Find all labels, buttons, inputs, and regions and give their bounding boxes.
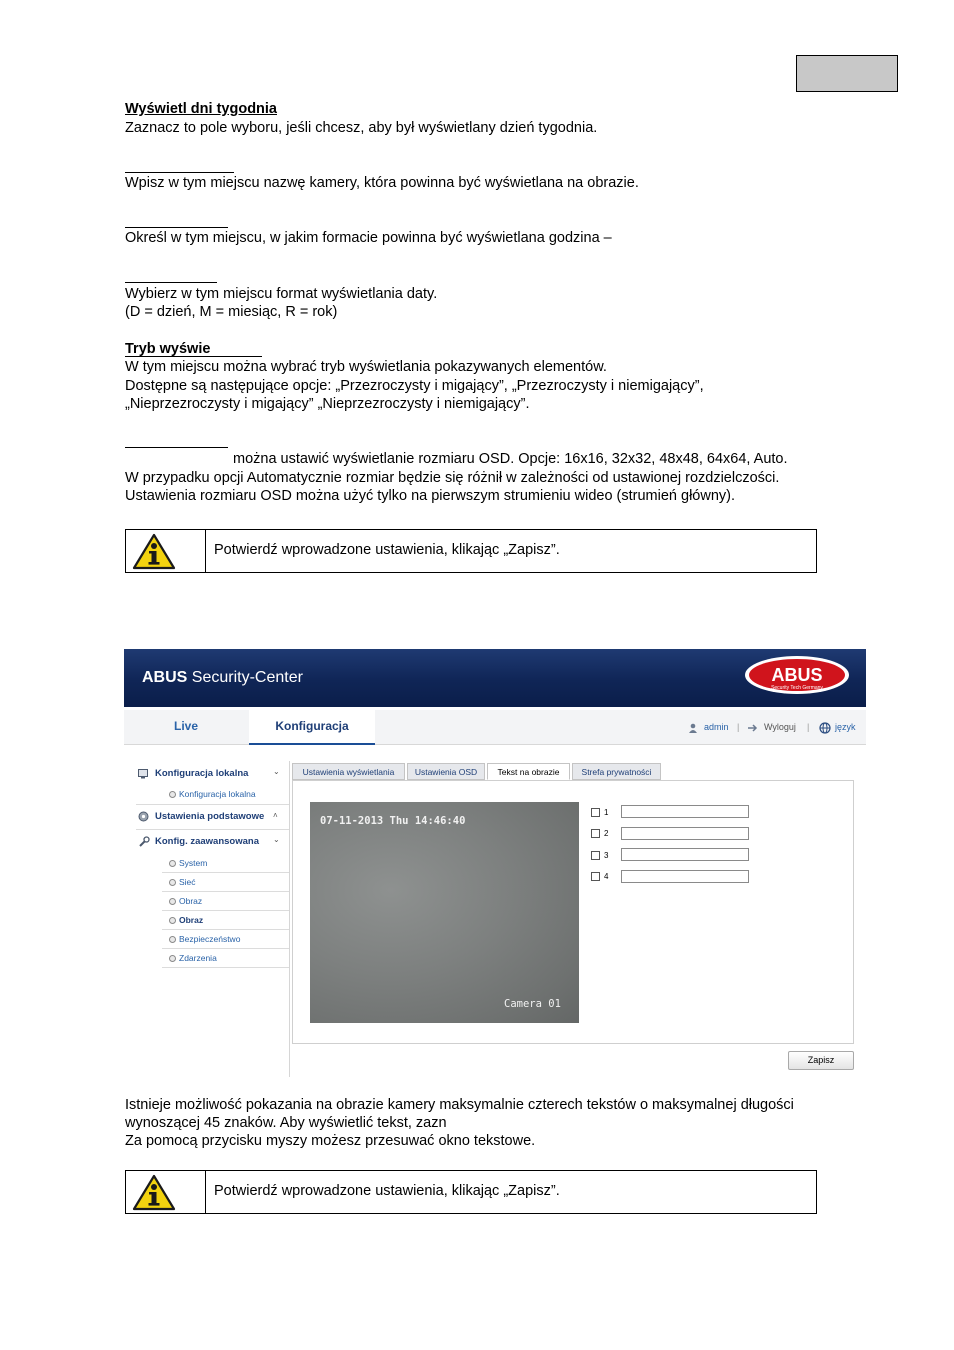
overlay-text-input-4[interactable] xyxy=(621,870,749,883)
user-icon xyxy=(688,723,698,733)
sidebar-item-local-config[interactable]: Konfiguracja lokalna xyxy=(179,789,256,799)
overlay-text-input-3[interactable] xyxy=(621,848,749,861)
text-row-checkbox[interactable] xyxy=(591,851,600,860)
weekday-heading: Wyświetl dni tygodnia xyxy=(125,101,277,117)
text-row-checkbox[interactable] xyxy=(591,872,600,881)
sidebar-basic-settings[interactable]: Ustawienia podstawowe xyxy=(155,811,265,822)
chevron-down-icon: ⌄ xyxy=(273,767,280,776)
svg-text:Security Tech Germany: Security Tech Germany xyxy=(771,685,823,691)
date-format-legend: (D = dzień, M = miesiąc, R = rok) xyxy=(125,304,338,320)
logout-icon xyxy=(748,724,761,732)
wrench-icon xyxy=(138,836,150,848)
camera-name-text: Wpisz w tym miejscu nazwę kamery, która powinna być wyświetlana na obrazie. xyxy=(125,175,639,191)
sidebar-advanced-config[interactable]: Konfig. zaawansowana xyxy=(155,836,259,847)
note-text: Potwierdź wprowadzone ustawienia, klikając „Zapisz”. xyxy=(214,542,560,558)
bottom-text-3: Za pomocą przycisku myszy możesz przesuwać okno tekstowe. xyxy=(125,1133,536,1149)
osd-size-heading-line xyxy=(125,447,228,448)
bullet-icon xyxy=(169,955,176,962)
sidebar-item-image-active[interactable]: Obraz xyxy=(179,915,204,925)
osd-size-text-2: W przypadku opcji Automatycznie rozmiar będzie się różnił w zależności od ustawionej rozdzielczości. xyxy=(125,470,780,486)
info-warning-icon xyxy=(132,1174,176,1211)
chevron-up-icon: ˄ xyxy=(273,811,278,820)
display-mode-heading: Tryb wyświe xyxy=(125,341,211,357)
note-box xyxy=(125,529,817,573)
app-screenshot xyxy=(124,649,866,1079)
top-nav: Live Konfiguracja admin | Wyloguj | język xyxy=(124,710,866,745)
display-mode-text-2: Dostępne są następujące opcje: „Przezroczysty i migający”, „Przezroczysty i niemigający”, xyxy=(125,378,704,394)
text-row-number: 2 xyxy=(604,829,609,838)
bullet-icon xyxy=(169,898,176,905)
tab-privacy-mask[interactable]: Strefa prywatności xyxy=(572,763,661,780)
monitor-icon xyxy=(138,769,148,779)
date-format-heading-line xyxy=(125,282,217,283)
overlay-text-input-1[interactable] xyxy=(621,805,749,818)
note-text: Potwierdź wprowadzone ustawienia, klikając „Zapisz”. xyxy=(214,1183,560,1199)
sidebar-divider xyxy=(289,761,290,1077)
time-format-heading-line xyxy=(125,227,228,228)
app-brand: ABUS Security-Center xyxy=(142,669,303,686)
text-row-number: 4 xyxy=(604,872,609,881)
app-banner xyxy=(124,649,866,707)
nav-config[interactable]: Konfiguracja xyxy=(249,710,375,745)
text-row-checkbox[interactable] xyxy=(591,829,600,838)
bullet-icon xyxy=(169,791,176,798)
osd-size-text-3: Ustawienia rozmiaru OSD można użyć tylko na pierwszym strumieniu wideo (strumień główny). xyxy=(125,488,736,504)
info-warning-icon xyxy=(132,533,176,570)
note-icon-cell xyxy=(126,1171,206,1213)
time-format-text: Określ w tym miejscu, w jakim formacie powinna być wyświetlana godzina – xyxy=(125,230,612,246)
text-row-number: 1 xyxy=(604,808,609,817)
tab-text-overlay[interactable]: Tekst na obrazie xyxy=(487,763,570,780)
text-row-number: 3 xyxy=(604,851,609,860)
admin-link[interactable]: admin xyxy=(704,722,729,732)
camera-name-heading-line xyxy=(125,172,234,173)
bullet-icon xyxy=(169,917,176,924)
tab-display-settings[interactable]: Ustawienia wyświetlania xyxy=(292,763,405,780)
overlay-text-input-2[interactable] xyxy=(621,827,749,840)
sidebar-item-security[interactable]: Bezpieczeństwo xyxy=(179,934,241,944)
language-link[interactable]: język xyxy=(835,722,856,732)
osd-size-text-1: można ustawić wyświetlanie rozmiaru OSD. Opcje: 16x16, 32x32, 48x48, 64x64, Auto. xyxy=(233,451,788,467)
note-box xyxy=(125,1170,817,1214)
sidebar-item-image[interactable]: Obraz xyxy=(179,896,203,906)
bullet-icon xyxy=(169,936,176,943)
display-mode-heading-line xyxy=(125,356,262,357)
bullet-icon xyxy=(169,879,176,886)
sidebar-item-system[interactable]: System xyxy=(179,858,208,868)
osd-timestamp: 07-11-2013 Thu 14:46:40 xyxy=(320,815,466,827)
bullet-icon xyxy=(169,860,176,867)
display-mode-text-3: „Nieprzezroczysty i migający” „Nieprzezroczysty i niemigający”. xyxy=(125,396,530,412)
display-mode-text-1: W tym miejscu można wybrać tryb wyświetlania pokazywanych elementów. xyxy=(125,359,607,375)
note-icon-cell xyxy=(126,530,206,572)
osd-camera-name: Camera 01 xyxy=(504,998,561,1010)
page-marker-box xyxy=(796,55,898,92)
logout-link[interactable]: Wyloguj xyxy=(764,722,796,732)
save-button[interactable]: Zapisz xyxy=(788,1051,854,1070)
text-row-checkbox[interactable] xyxy=(591,808,600,817)
settings-gear-icon xyxy=(138,811,149,822)
sidebar-local-config[interactable]: Konfiguracja lokalna xyxy=(155,768,249,779)
svg-text:ABUS: ABUS xyxy=(771,665,823,685)
globe-icon xyxy=(819,722,831,734)
bottom-text-1: Istnieje możliwość pokazania na obrazie kamery maksymalnie czterech tekstów o maksymalnej długości xyxy=(125,1097,794,1113)
nav-live[interactable]: Live xyxy=(173,719,198,733)
chevron-down-icon: ⌄ xyxy=(273,835,280,844)
video-preview[interactable] xyxy=(310,802,579,1023)
sidebar-item-events[interactable]: Zdarzenia xyxy=(179,953,217,963)
weekday-text: Zaznacz to pole wyboru, jeśli chcesz, aby był wyświetlany dzień tygodnia. xyxy=(125,120,598,136)
date-format-text: Wybierz w tym miejscu format wyświetlania daty. xyxy=(125,286,438,302)
tab-osd-settings[interactable]: Ustawienia OSD xyxy=(407,763,485,780)
abus-logo-icon xyxy=(744,655,850,697)
sidebar-item-network[interactable]: Sieć xyxy=(179,877,196,887)
bottom-text-2: wynoszącej 45 znaków. Aby wyświetlić tekst, zazn xyxy=(125,1115,447,1131)
